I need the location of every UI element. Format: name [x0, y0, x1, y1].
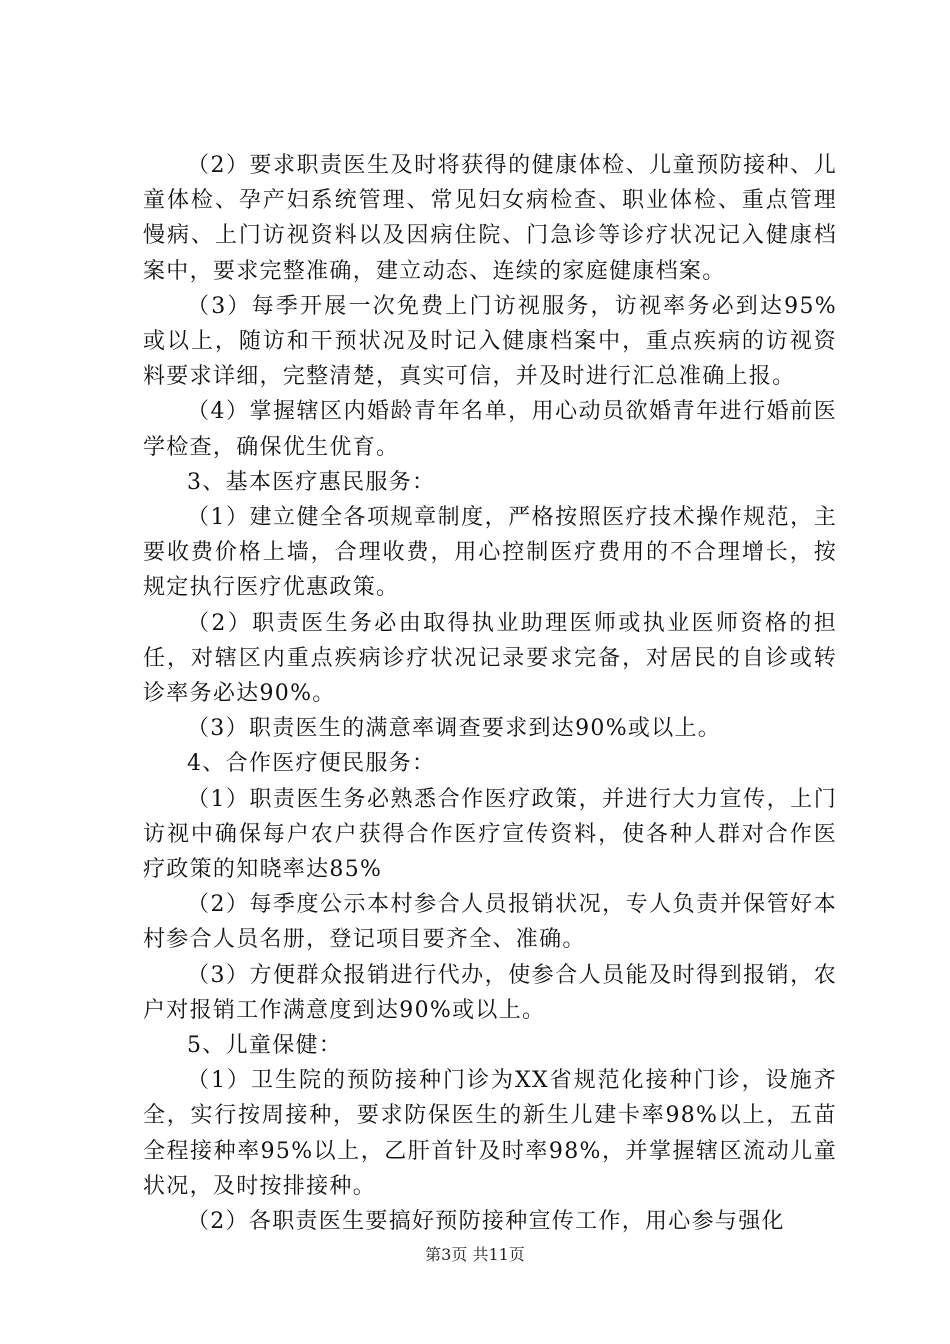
paragraph: （1）职责医生务必熟悉合作医疗政策，并进行大力宣传，上门访视中确保每户农户获得合作医疗宣传资料，使各种人群对合作医疗政策的知晓率达85%	[143, 786, 837, 883]
paragraph: （1）建立健全各项规章制度，严格按照医疗技术操作规范，主要收费价格上墙，合理收费，用心控制医疗费用的不合理增长，按规定执行医疗优惠政策。	[143, 505, 837, 601]
section-heading: 4、合作医疗便民服务：	[187, 751, 436, 777]
paragraph: （1）卫生院的预防接种门诊为XX省规范化接种门诊，设施齐全，实行按周接种，要求防保医生的新生儿建卡率98%以上，五苗全程接种率95%以上，乙肝首针及时率98%，并掌握辖区流动儿童状况，及时按排接种。	[143, 1068, 837, 1199]
paragraph: （2）每季度公示本村参合人员报销状况，专人负责并保管好本村参合人员名册，登记项目要齐全、准确。	[143, 892, 837, 953]
paragraph: （3）职责医生的满意率调查要求到达90%或以上。	[187, 716, 722, 742]
paragraph: （2）职责医生务必由取得执业助理医师或执业医师资格的担任，对辖区内重点疾病诊疗状况记录要求完备，对居民的自诊或转诊率务必达90%。	[143, 610, 837, 707]
section-heading: 3、基本医疗惠民服务：	[187, 469, 436, 495]
paragraph: （3）每季开展一次免费上门访视服务，访视率务必到达95%或以上，随访和干预状况及时记入健康档案中，重点疾病的访视资料要求详细，完整清楚，真实可信，并及时进行汇总准确上报。	[143, 293, 837, 390]
document-body	[143, 148, 837, 1239]
paragraph: （2）各职责医生要搞好预防接种宣传工作，用心参与强化	[187, 1209, 785, 1235]
paragraph: （2）要求职责医生及时将获得的健康体检、儿童预防接种、儿童体检、孕产妇系统管理、常见妇女病检查、职业体检、重点管理慢病、上门访视资料以及因病住院、门急诊等诊疗状况记入健康档案中，要求完整准确，建立动态、连续的家庭健康档案。	[143, 153, 837, 284]
page-footer	[0, 1242, 950, 1265]
paragraph: （4）掌握辖区内婚龄青年名单，用心动员欲婚青年进行婚前医学检查，确保优生优育。	[143, 399, 837, 460]
paragraph: （3）方便群众报销进行代办，使参合人员能及时得到报销，农户对报销工作满意度到达90%或以上。	[143, 962, 837, 1023]
section-heading: 5、儿童保健：	[187, 1033, 343, 1059]
page-indicator: 第3页 共11页	[425, 1245, 525, 1264]
